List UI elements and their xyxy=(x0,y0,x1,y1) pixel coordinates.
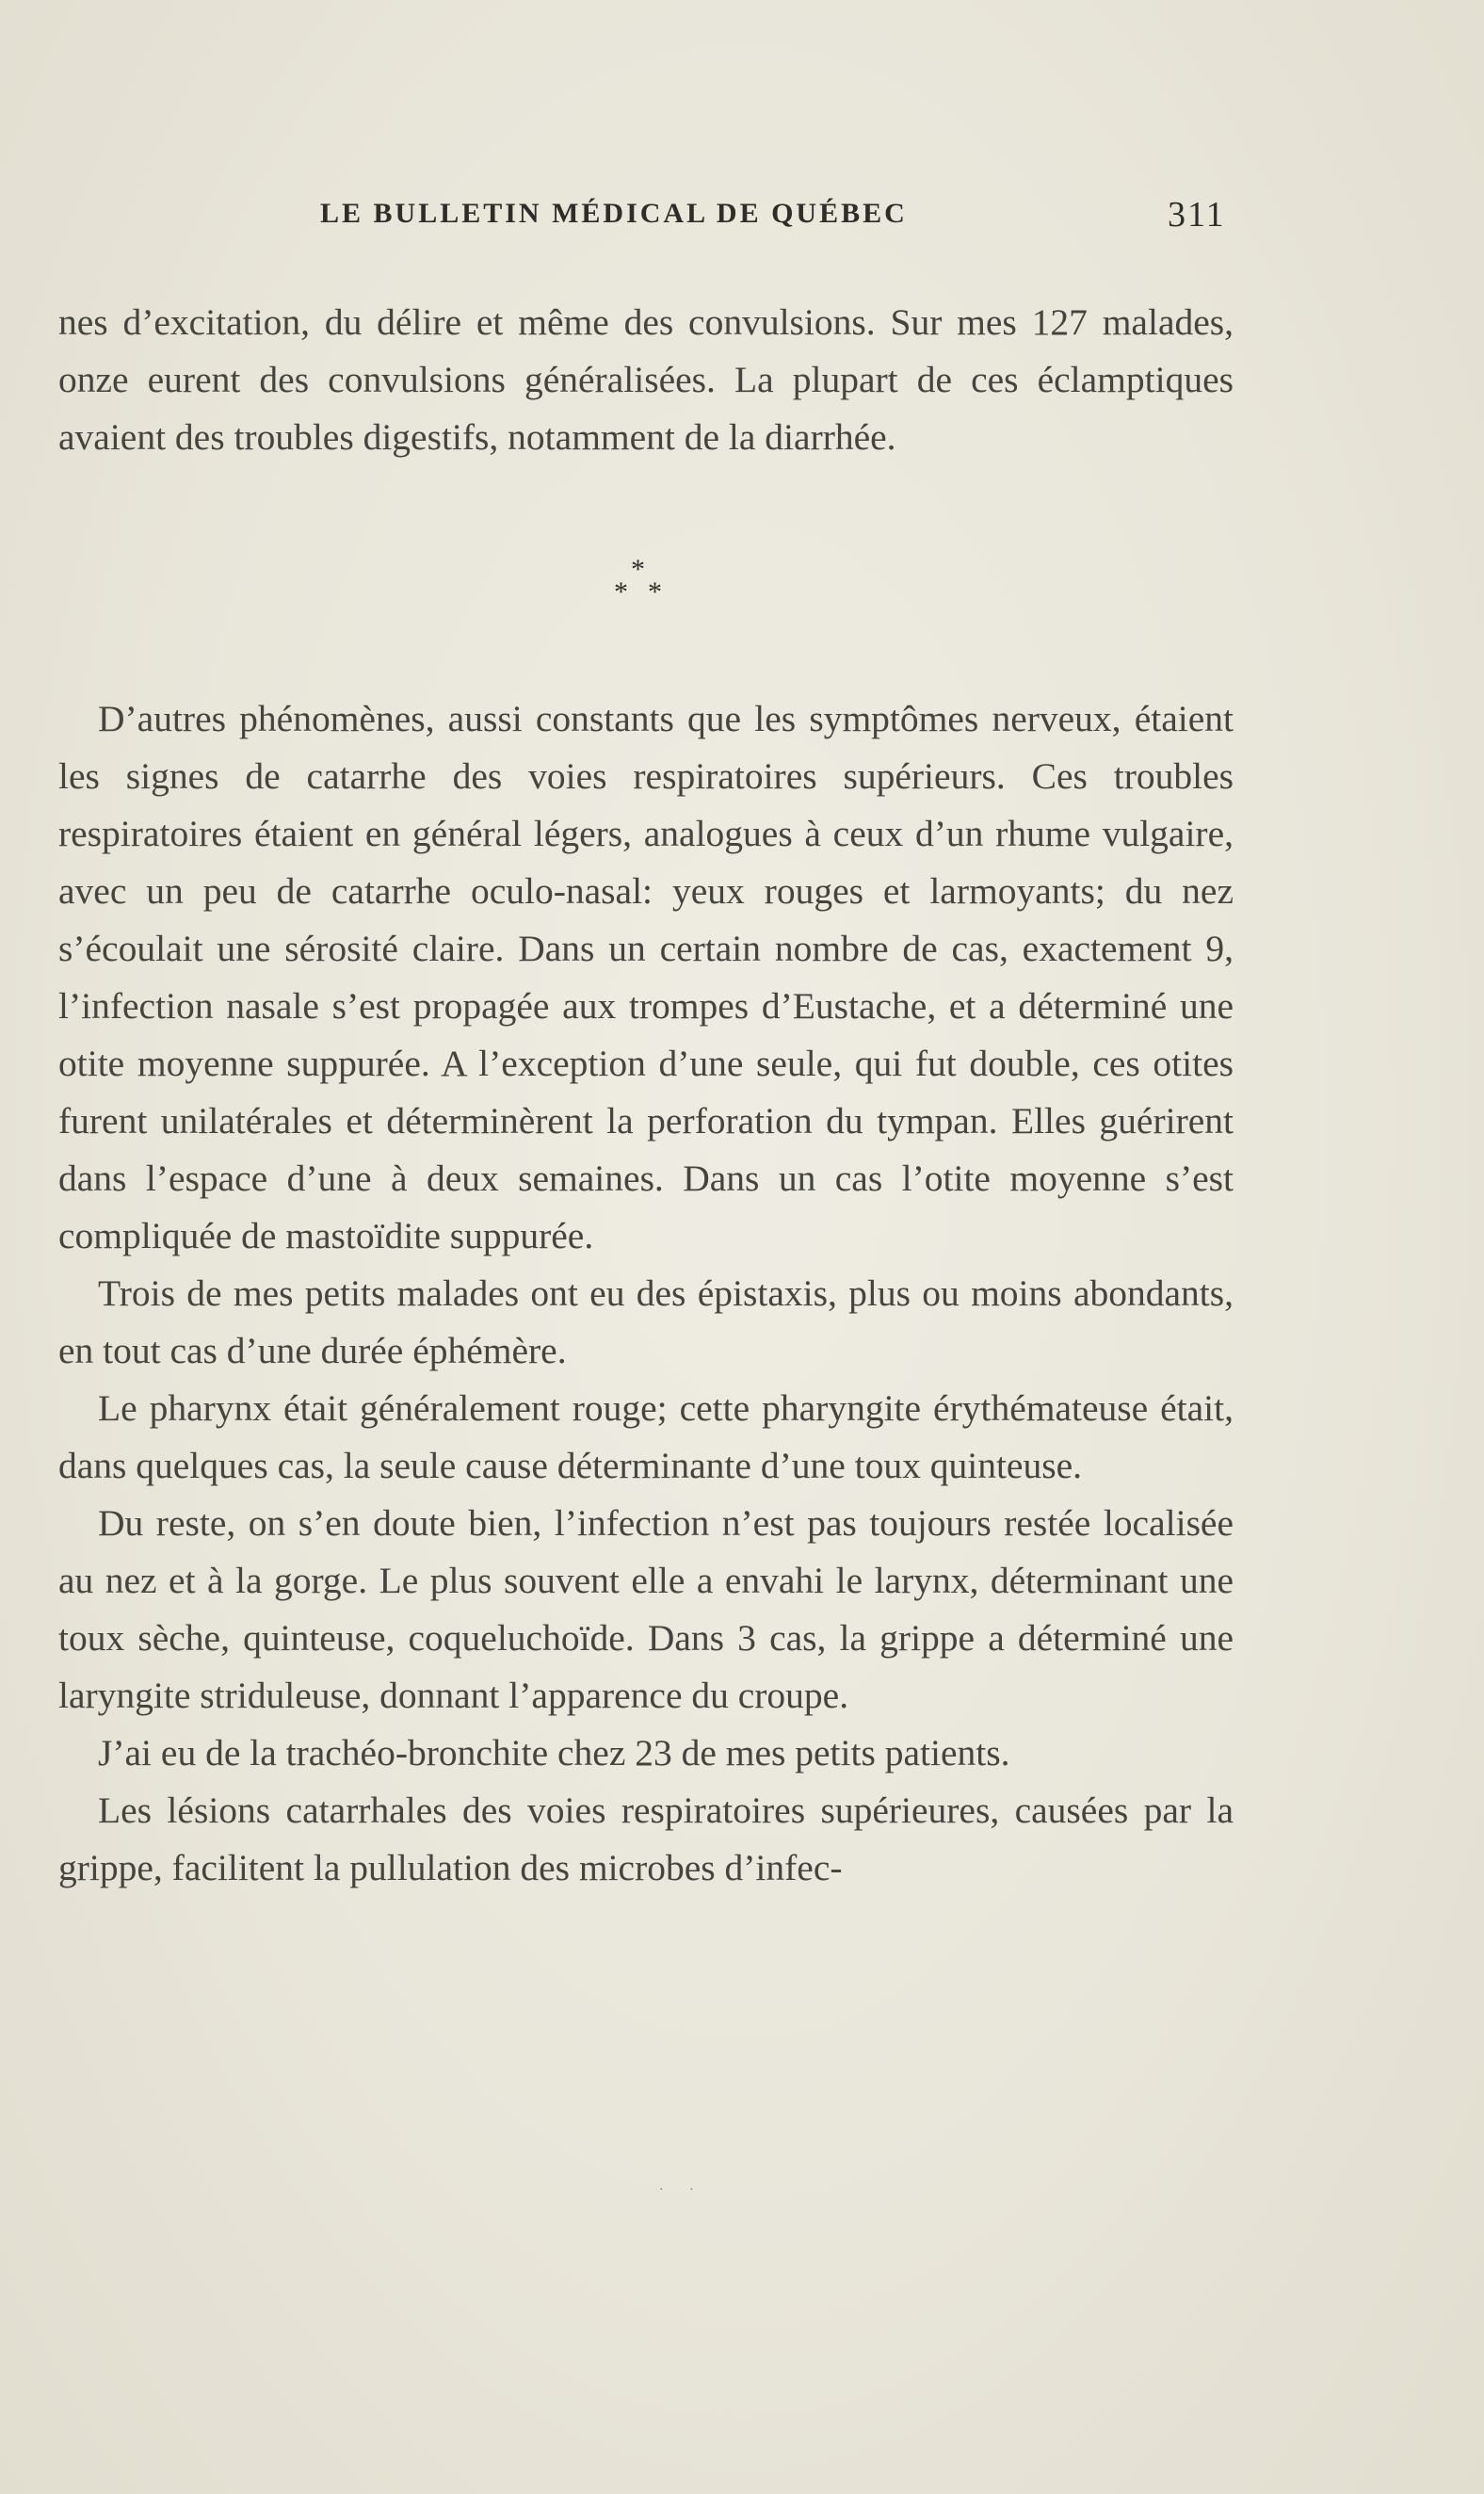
running-head xyxy=(0,195,1484,235)
paragraph: J’ai eu de la trachéo-bronchite chez 23 de mes petits patients. xyxy=(98,1732,1010,1773)
paragraph: nes d’excitation, du délire et même des convulsions. Sur mes 127 malades, onze eurent des convulsions généralisées. La plupart de ces éclamptiques avaient des troubles digestifs, notamment de la diarrhée. xyxy=(58,301,1234,458)
text-block-top xyxy=(58,294,1234,466)
paragraph: Du reste, on s’en doute bien, l’infection n’est pas toujours restée localisée au nez et à la gorge. Le plus souvent elle a envahi le larynx, déterminant une toux sèche, quinteuse, coqueluchoïde. Dans 3 cas, la grippe a déterminé une laryngite striduleuse, donnant l’apparence du croupe. xyxy=(58,1502,1234,1716)
page-number: 311 xyxy=(1168,195,1226,235)
running-title: LE BULLETIN MÉDICAL DE QUÉBEC xyxy=(320,198,908,229)
asterism-divider xyxy=(603,556,678,612)
paragraph: Le pharynx était généralement rouge; cette pharyngite érythémateuse était, dans quelques cas, la seule cause déterminante d’une toux quinteuse. xyxy=(58,1387,1234,1486)
paragraph: Trois de mes petits malades ont eu des épistaxis, plus ou moins abondants, en tout cas d’une durée éphémère. xyxy=(58,1272,1234,1371)
paper-specks: · · xyxy=(659,2183,705,2197)
text-block-bottom xyxy=(58,690,1234,1897)
paragraph: Les lésions catarrhales des voies respiratoires supérieures, causées par la grippe, facilitent la pullulation des microbes d’infec- xyxy=(58,1790,1234,1888)
asterism-star: * xyxy=(648,576,662,607)
asterism-star: * xyxy=(614,576,628,607)
asterism-star: * xyxy=(631,554,645,585)
paragraph: D’autres phénomènes, aussi constants que les symptômes nerveux, étaient les signes de catarrhe des voies respiratoires supérieurs. Ces troubles respiratoires étaient en général légers, analogues à ceux d’un rhume vulgaire, avec un peu de catarrhe oculo-nasal: yeux rouges et larmoyants; du nez s’écoulait une sérosité claire. Dans un certain nombre de cas, exactement 9, l’infection nasale s’est propagée aux trompes d’Eustache, et a déterminé une otite moyenne suppurée. A l’exception d’une seule, qui fut double, ces otites furent unilatérales et déterminèrent la perforation du tympan. Elles guérirent dans l’espace d’une à deux semaines. Dans un cas l’otite moyenne s’est compliquée de mastoïdite suppurée. xyxy=(58,698,1234,1256)
